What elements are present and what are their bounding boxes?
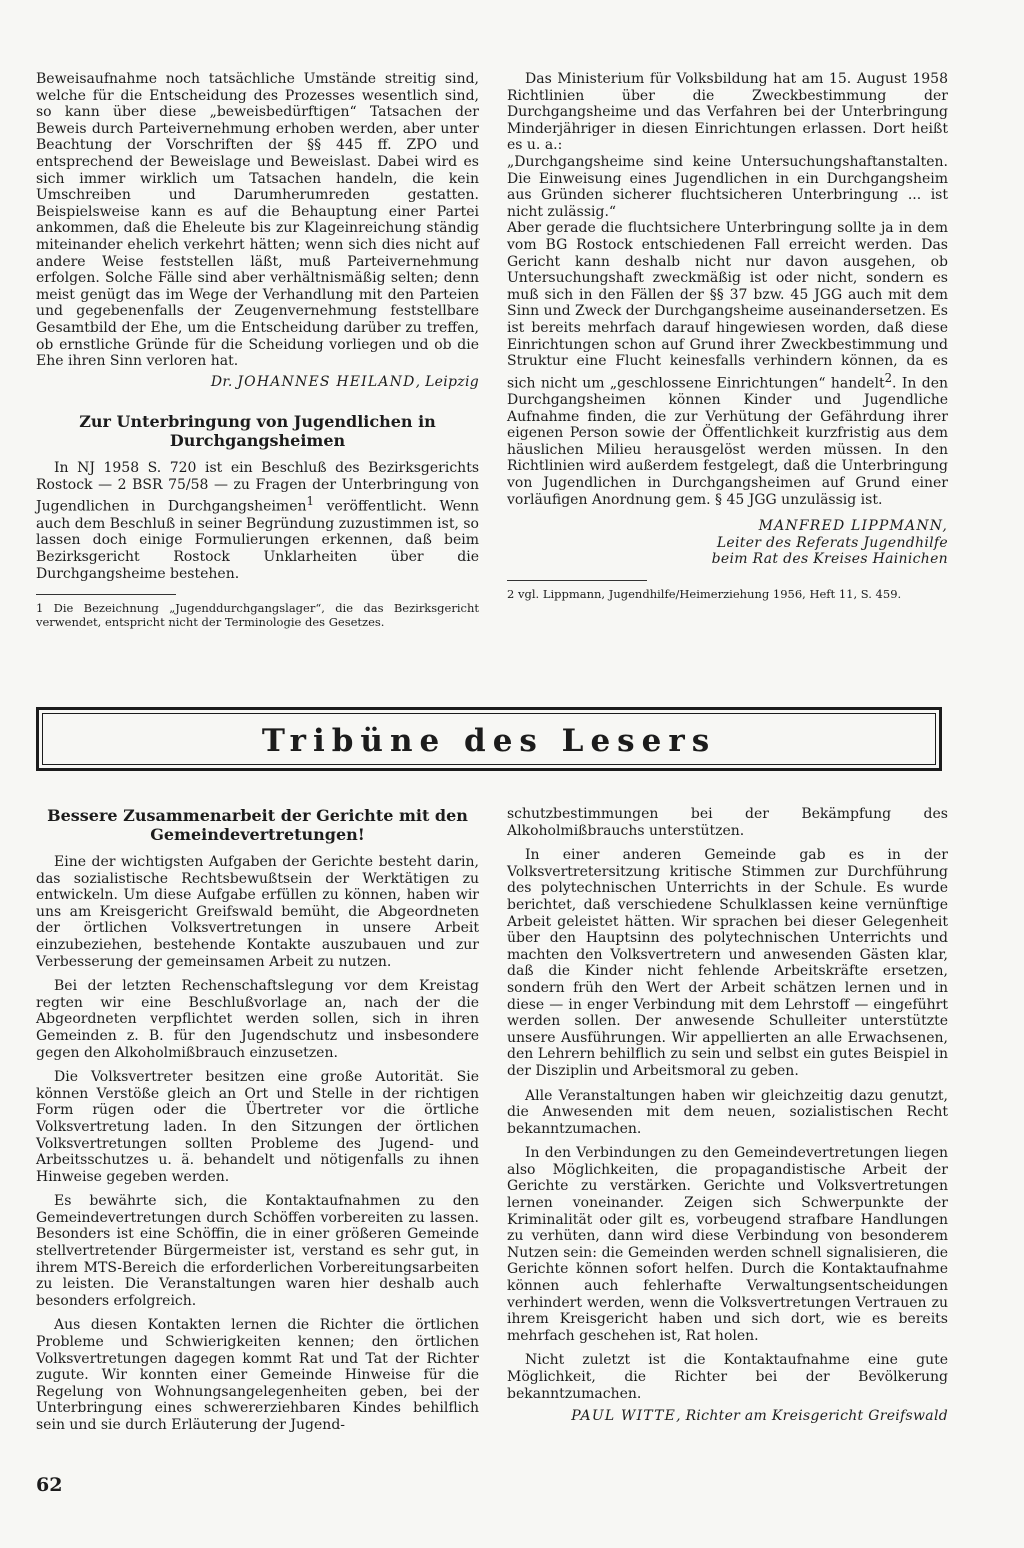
paragraph: Das Ministerium für Volksbildung hat am 15. August 1958 Richtlinien über die Zweckbestimmung der Durchgangsheime und das Verfahren bei der Unterbringung Minderjähriger in diesen Einrichtungen erlassen. Dort heißt es u. a.:: [507, 71, 948, 154]
paragraph: Eine der wichtigsten Aufgaben der Gerichte besteht darin, das sozialistische Rechtsbewußtsein der Werktätigen zu entwickeln. Um diese Aufgabe erfüllen zu können, haben wir uns am Kreisgericht Greifswald bemüht, die Abgeordneten der örtlichen Volksvertretungen in unsere Arbeit einzubeziehen, bestehende Kontakte auszubauen und zur Verbesserung der gemeinsamen Arbeit zu nutzen.: [36, 854, 479, 970]
paragraph: Die Volksvertreter besitzen eine große Autorität. Sie können Verstöße gleich an Ort und Stelle in der richtigen Form rügen oder die Übertreter vor die örtliche Volksvertretung laden. In den Sitzungen der örtlichen Volksvertretungen sollten Probleme des Jugend- und Arbeitsschutzes u. ä. behandelt und nötigenfalls zu ihnen Hinweise gegeben werden.: [36, 1069, 479, 1185]
section-title: Tribüne des Lesers: [261, 723, 717, 759]
paragraph: [36, 460, 479, 582]
signature-heiland: [36, 374, 479, 391]
signature-name: MANFRED LIPPMANN,: [758, 518, 948, 535]
paragraph: Es bewährte sich, die Kontaktaufnahmen zu den Gemeindevertretungen durch Schöffen vorbereiten zu lassen. Besonders ist eine Schöffin, die in einer größeren Gemeinde stellvertretender Bürgermeister ist, verstand es sehr gut, in ihrem MTS-Bereich die erforderlichen Vorbereitungsarbeiten zu leisten. Die Veranstaltungen waren hier deshalb auch besonders erfolgreich.: [36, 1193, 479, 1309]
text-run: . In den Durchgangsheimen können Kinder und Jugendliche Aufnahme finden, die zur Verhütung der Gefährdung ihrer eigenen Person sowie der Öffentlichkeit kurzfristig aus dem häuslichen Milieu herausgelöst werden müssen. In den Richtlinien wird außerdem festgelegt, daß die Unterbringung von Jugendlichen in Durchgangsheimen auf Grund einer vorläufigen Anordnung gem. § 45 JGG unzulässig ist.: [507, 375, 948, 508]
paragraph: Bei der letzten Rechenschaftslegung vor dem Kreistag regten wir eine Beschlußvorlage an, nach der die Abgeordneten verpflichtet werden sollen, sich in ihren Gemeinden z. B. für den Jugendschutz und insbesondere gegen den Alkoholmißbrauch einzusetzen.: [36, 978, 479, 1061]
paragraph: schutzbestimmungen bei der Bekämpfung des Alkoholmißbrauchs unterstützen.: [507, 806, 948, 839]
signature-prefix: Dr.: [210, 373, 238, 390]
block-quote: „Durchgangsheime sind keine Untersuchungshaftanstalten. Die Einweisung eines Jugendlichen in ein Durchgangsheim aus Gründen sicherer fluchtsicheren Unterbringung ... ist nicht zulässig.“: [507, 153, 948, 220]
footnote: 1 Die Bezeichnung „Jugenddurchgangslager“, die das Bezirksgericht verwendet, entspricht nicht der Terminologie des Gesetzes.: [36, 601, 479, 630]
article-heading: Bessere Zusammenarbeit der Gerichte mit den Gemeindevertretungen!: [47, 806, 468, 844]
paragraph: Beweisaufnahme noch tatsächliche Umstände streitig sind, welche für die Entscheidung des Prozesses wesentlich sind, so kann über diese „beweisbedürftigen“ Tatsachen der Beweis durch Parteivernehmung erhoben werden, aber unter Beachtung der Vorschriften der §§ 445 ff. ZPO und entsprechend der Beweislage und Beweislast. Dabei wird es sich immer wirklich um Tatsachen handeln, die kein Umschreiben und Darumherumreden gestatten. Beispielsweise kann es auf die Behauptung einer Partei ankommen, daß die Eheleute bis zur Klageinreichung ständig miteinander ehelich verkehrt hätten; wenn sich dies nicht auf andere Weise feststellen läßt, muß Parteivernehmung erfolgen. Solche Fälle sind aber verhältnismäßig selten; denn meist genügt das im Wege der Verhandlung mit den Parteien und gegebenenfalls der Zeugenvernehmung feststellbare Gesamtbild der Ehe, um die Entscheidung darüber zu treffen, ob ernstliche Gründe für die Scheidung vorliegen und ob die Ehe ihren Sinn verloren hat.: [36, 71, 479, 370]
signature-role: , Richter am Kreisgericht Greifswald: [676, 1408, 948, 1425]
signature-name: PAUL WITTE: [571, 1408, 677, 1425]
column-upper-right: [507, 71, 948, 601]
footnote: 2 vgl. Lippmann, Jugendhilfe/Heimerziehung 1956, Heft 11, S. 459.: [507, 586, 902, 601]
footnote-ref: 1: [306, 494, 314, 509]
signature-role: beim Rat des Kreises Hainichen: [711, 551, 948, 568]
column-upper-left: [36, 71, 479, 629]
article-heading: Zur Unterbringung von Jugendlichen in Durchgangsheimen: [79, 412, 436, 451]
paragraph: Aus diesen Kontakten lernen die Richter die örtlichen Probleme und Schwierigkeiten kennen; den örtlichen Volksvertretungen dagegen kommt Rat und Tat der Richter zugute. Wir konnten einer Gemeinde Hinweise für die Regelung von Wohnungsangelegenheiten geben, bei der Unterbringung eines schwererziehbaren Kindes behilflich sein und sie durch Erläuterung der Jugend-: [36, 1317, 479, 1433]
text-run: Aber gerade die fluchtsichere Unterbringung sollte ja in dem vom BG Rostock entschiedenen Fall erreicht werden. Das Gericht kann deshalb nicht nur davon ausgehen, ob Untersuchungshaft zweckmäßig ist oder nicht, sondern es muß sich in den Fällen der §§ 37 bzw. 45 JGG auch mit dem Sinn und Zweck der Durchgangsheime auseinandersetzen. Es ist bereits mehrfach darauf hingewiesen worden, daß diese Einrichtungen schon auf Grund ihrer Zweckbestimmung und Struktur eine Flucht keinesfalls verhindern können, da es sich nicht um „geschlossene Einrichtungen“ handelt: [507, 220, 948, 392]
signature-witte: [507, 1408, 948, 1425]
paragraph: In einer anderen Gemeinde gab es in der Volksvertretersitzung kritische Stimmen zur Durchführung des polytechnischen Unterrichts in der Schule. Es wurde berichtet, daß verschiedene Schulklassen keine vernünftige Arbeit geleistet hätten. Wir sprachen bei dieser Gelegenheit über den Hauptsinn des polytechnischen Unterrichts und machten den Volksvertretern und anwesenden Gästen klar, daß die Kinder nicht fehlende Arbeitskräfte ersetzen, sondern früh den Wert der Arbeit schätzen lernen und in diese — in enger Verbindung mit dem Lehrstoff — eingeführt werden sollen. Der anwesende Schulleiter unterstützte unsere Ausführungen. Wir appellierten an alle Erwachsenen, den Lehrern behilflich zu sein und selbst ein gutes Beispiel in der Disziplin und Arbeitsmoral zu geben.: [507, 847, 948, 1079]
signature-lippmann: [507, 518, 948, 568]
page-number: 62: [36, 1474, 63, 1496]
paragraph: [507, 220, 948, 508]
column-lower-left: [36, 806, 479, 1434]
section-banner: [36, 707, 942, 771]
paragraph: In den Verbindungen zu den Gemeindevertretungen liegen also Möglichkeiten, die propagandistische Arbeit der Gerichte zu verstärken. Gerichte und Volksvertretungen lernen voneinander. Zeigen sich Schwerpunkte der Kriminalität oder gilt es, vorbeugend strafbare Handlungen zu verhüten, dann wird diese Verbindung von besonderem Nutzen sein: die Gemeinden werden schnell signalisieren, die Gerichte können sofort helfen. Durch die Kontaktaufnahme können auch fehlerhafte Verwaltungsentscheidungen verhindert werden, wenn die Volksvertretungen Vertrauen zu ihrem Kreisgericht haben und sich dort, wie es bereits mehrfach geschehen ist, Rat holen.: [507, 1145, 948, 1344]
paragraph: Alle Veranstaltungen haben wir gleichzeitig dazu genutzt, die Anwesenden mit dem neuen, sozialistischen Recht bekanntzumachen.: [507, 1087, 948, 1137]
signature-role: Leiter des Referats Jugendhilfe: [716, 534, 948, 551]
footnote-divider: [507, 580, 647, 581]
signature-place: , Leipzig: [415, 373, 479, 390]
signature-name: JOHANNES HEILAND: [237, 373, 416, 390]
paragraph: Nicht zuletzt ist die Kontaktaufnahme eine gute Möglichkeit, die Richter bei der Bevölkerung bekanntzumachen.: [507, 1352, 948, 1402]
footnote-ref: 2: [884, 370, 892, 385]
text-run: In NJ 1958 S. 720 ist ein Beschluß des Bezirksgerichts Rostock — 2 BSR 75/58 — zu Fragen der Unterbringung von Jugendlichen in Durchgangsheimen: [36, 460, 479, 516]
text-run: veröffentlicht. Wenn auch dem Beschluß in seiner Begründung zuzustimmen ist, so lassen doch einige Formulierungen erkennen, daß beim Bezirksgericht Rostock Unklarheiten über die Durchgangsheime bestehen.: [36, 499, 480, 582]
footnote-divider: [36, 594, 176, 595]
column-lower-right: [507, 806, 948, 1425]
